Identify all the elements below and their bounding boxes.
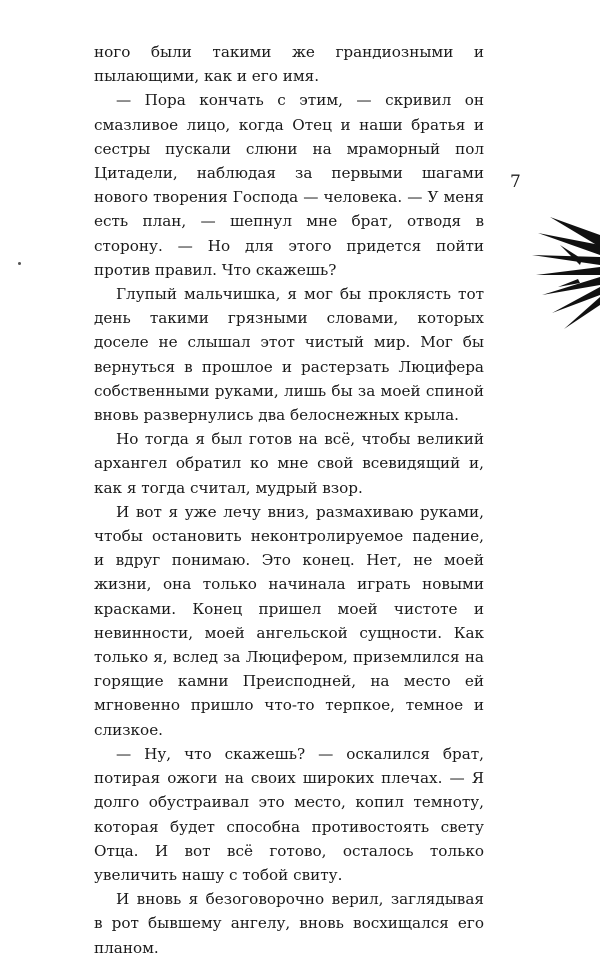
paragraph: ного были такими же грандиозными и пылающими, как и его имя. bbox=[94, 43, 484, 86]
paragraph: Глупый мальчишка, я мог бы проклясть тот день такими грязными словами, которых доселе не слышал этот чистый мир. Мог бы вернуться в прошлое и растерзать Люцифера собственными руками, лишь бы за моей спиной вновь развернулись два белоснежных крыла. bbox=[94, 285, 484, 425]
paragraph: И вновь я безоговорочно верил, заглядывая в рот бывшему ангелу, вновь восхищался его планом. bbox=[94, 890, 484, 957]
paragraph: И вот я уже лечу вниз, размахиваю руками, чтобы остановить неконтролируемое падение, и вдруг понимаю. Это конец. Нет, не моей жизни, она только начинала играть новыми красками. Конец пришел моей чистоте и невинности, моей ангельской сущности. Как только я, вслед за Люцифером, приземлился на горящие камни Преисподней, на место ей мгновенно пришло что-то терпкое, темное и слизкое. bbox=[94, 502, 484, 739]
wing-feather-icon bbox=[530, 205, 600, 345]
page-body-text bbox=[94, 40, 484, 960]
page-number: 7 bbox=[510, 172, 521, 192]
paragraph: — Пора кончать с этим, — скривил он смазливое лицо, когда Отец и наши братья и сестры пускали слюни на мраморный пол Цитадели, наблюдая за первыми шагами нового творения Господа — человека. — У меня есть план, — шепнул мне брат, отводя в сторону. — Но для этого придется пойти против правил. Что скажешь? bbox=[94, 91, 484, 279]
margin-speck bbox=[18, 262, 21, 265]
paragraph: Но тогда я был готов на всё, чтобы великий архангел обратил ко мне свой всевидящий и, как я тогда считал, мудрый взор. bbox=[94, 430, 484, 497]
paragraph: — Ну, что скажешь? — оскалился брат, потирая ожоги на своих широких плечах. — Я долго обустраивал это место, копил темноту, которая будет способна противостоять свету Отца. И вот всё готово, осталось только увеличить нашу с тобой свиту. bbox=[94, 744, 484, 884]
